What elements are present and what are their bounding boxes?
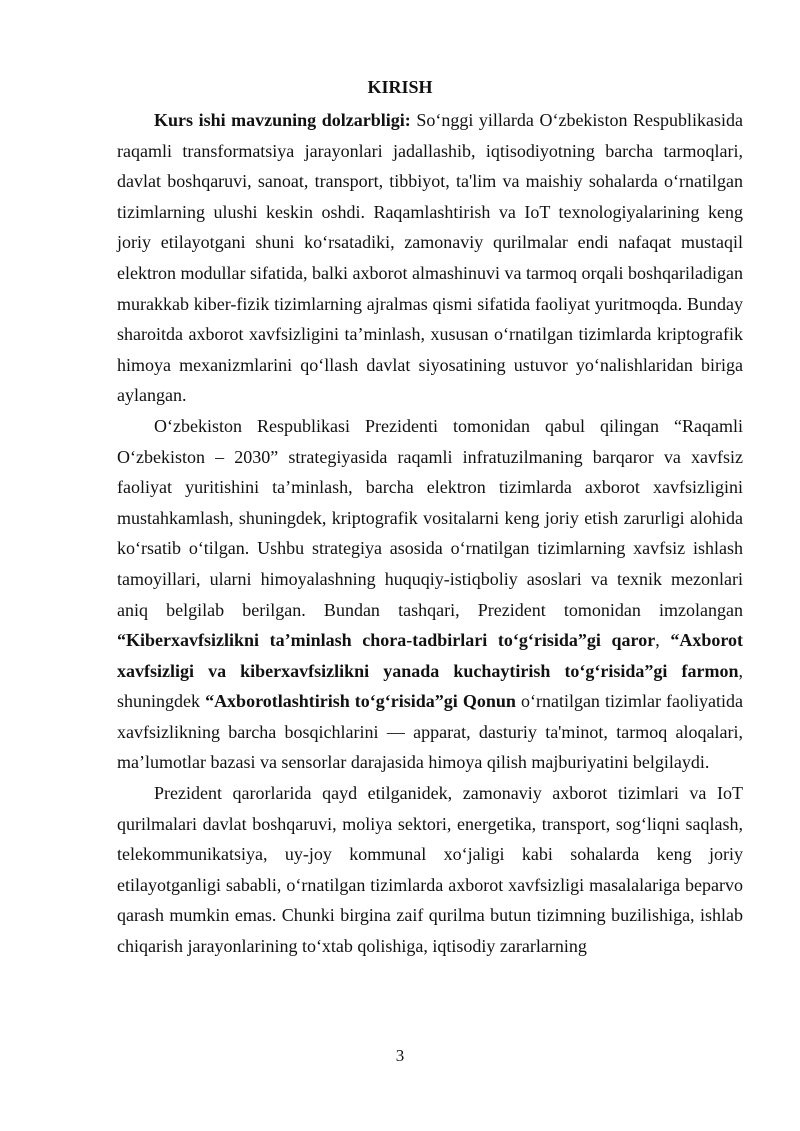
paragraph-strategy [117, 411, 743, 778]
document-body [117, 105, 743, 962]
paragraph-text: , shuningdek [117, 660, 743, 712]
page-number: 3 [395, 1046, 405, 1065]
paragraph-text: o‘rnatilgan tizimlar faoliyatida xavfsizlikning barcha bosqichlarini — apparat, dasturiy ta'minot, tarmoq aloqalari, ma’lumotlar bazasi va sensorlar darajasida himoya qilish majburiyatini belgilaydi. [117, 691, 743, 773]
paragraph-text: So‘nggi yillarda O‘zbekiston Respublikasida raqamli transformatsiya jarayonlari jadallashib, iqtisodiyotning barcha tarmoqlari, davlat boshqaruvi, sanoat, transport, tibbiyot, ta'lim va maishiy sohalarda o‘rnatilgan tizimlarning ulushi keskin oshdi. Raqamlashtirish va IoT texnologiyalarining keng joriy etilayotgani shuni ko‘rsatadiki, zamonaviy qurilmalar endi nafaqat mustaqil elektron modullar sifatida, balki axborot almashinuvi va tarmoq orqali boshqariladigan murakkab kiber-fizik tizimlarning ajralmas qismi sifatida faoliyat yuritmoqda. Bunday sharoitda axborot xavfsizligini ta’minlash, xususan o‘rnatilgan tizimlarda kriptografik himoya mexanizmlarini qo‘llash davlat siyosatining ustuvor yo‘nalishlaridan biriga aylangan. [117, 110, 743, 406]
paragraph-text: Prezident qarorlarida qayd etilganidek, zamonaviy axborot tizimlari va IoT qurilmalari davlat boshqaruvi, moliya sektori, energetika, transport, sog‘liqni saqlash, telekommunikatsiya, uy-joy kommunal xo‘jaligi kabi sohalarda keng joriy etilayotganligi sababli, o‘rnatilgan tizimlarda axborot xavfsizligi masalalariga beparvo qarash mumkin emas. Chunki birgina zaif qurilma butun tizimning buzilishiga, ishlab chiqarish jarayonlarining to‘xtab qolishiga, iqtisodiy zararlarning [117, 783, 743, 957]
paragraph-text: , [655, 630, 671, 651]
law-title-qonun: “Axborotlashtirish to‘g‘risida”gi Qonun [205, 691, 516, 712]
paragraph-relevance [117, 105, 743, 411]
paragraph-president-decisions [117, 778, 743, 962]
paragraph-lead: Kurs ishi mavzuning dolzarbligi: [154, 110, 411, 130]
decree-title-farmon: “Axborot xavfsizligi va kiberxavfsizlikni yanada kuchaytirish to‘g‘risida”gi farmon [117, 630, 744, 681]
decree-title-qaror: “Kiberxavfsizlikni ta’minlash chora-tadbirlari to‘g‘risida”gi qaror [117, 630, 656, 651]
paragraph-text: O‘zbekiston Respublikasi Prezidenti tomonidan qabul qilingan “Raqamli O‘zbekiston – 2030” strategiyasida raqamli infratuzilmaning barqaror va xavfsiz faoliyat yuritishini ta’minlash, barcha elektron tizimlarda axborot xavfsizligini mustahkamlash, shuningdek, kriptografik vositalarni keng joriy etish zarurligi alohida ko‘rsatib o‘tilgan. Ushbu strategiya asosida o‘rnatilgan tizimlarning xavfsiz ishlash tamoyillari, ularni himoyalashning huquqiy-istiqboliy asoslari va texnik mezonlari aniq belgilab berilgan. Bundan tashqari, Prezident tomonidan imzolangan [117, 415, 743, 620]
page-title: KIRISH [367, 77, 433, 97]
